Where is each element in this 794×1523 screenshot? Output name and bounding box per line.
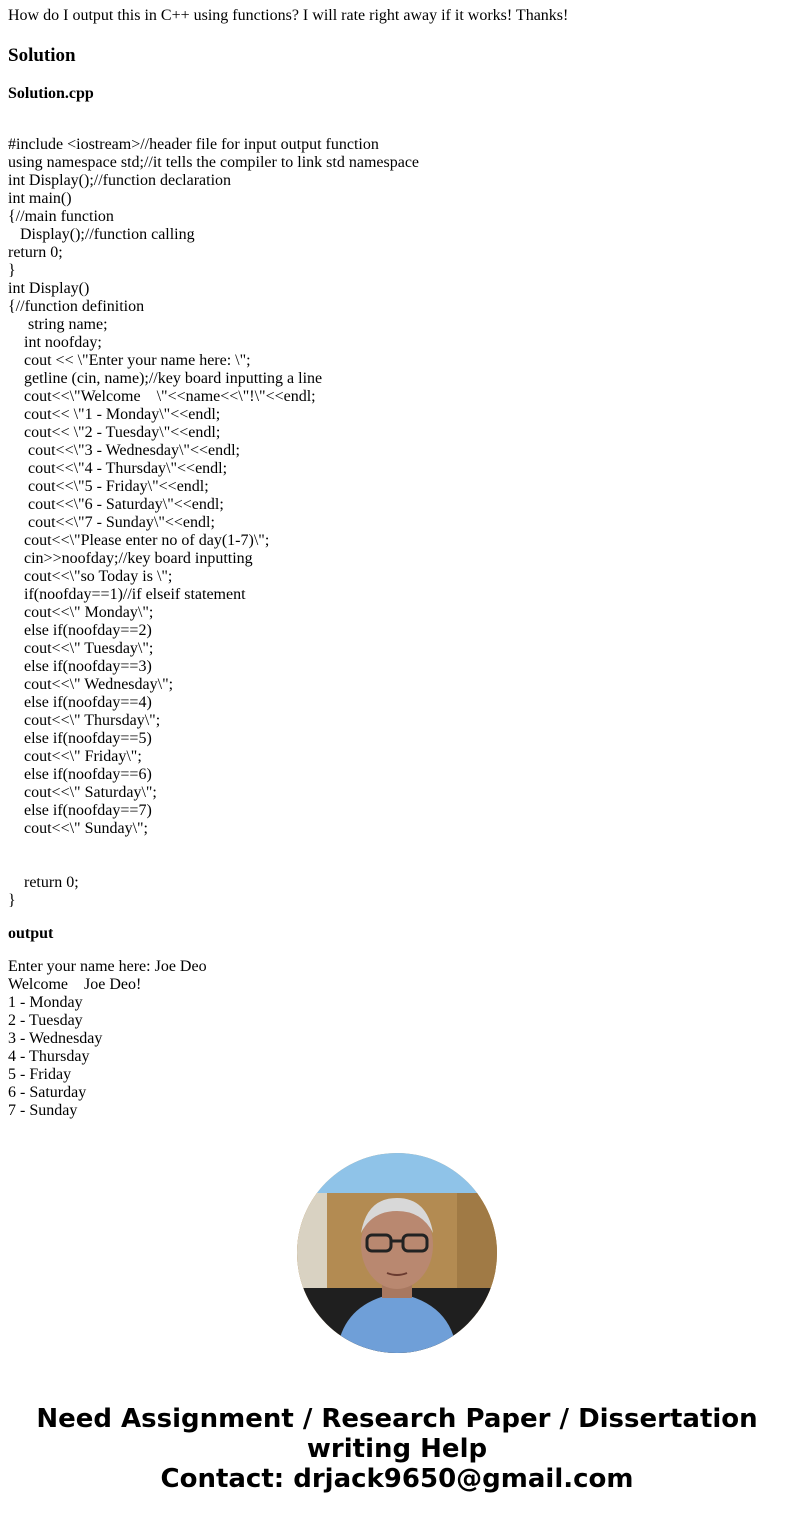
code-line: int Display() — [8, 280, 90, 297]
code-line: cout<<\"Welcome \"<<name<<\"!\"<<endl; — [8, 388, 316, 405]
code-line: {//main function — [8, 208, 114, 225]
output-line: 7 - Sunday — [8, 1102, 78, 1119]
code-line: int main() — [8, 190, 72, 207]
code-line: cout<<\"6 - Saturday\"<<endl; — [8, 496, 224, 513]
code-line: else if(noofday==3) — [8, 658, 152, 675]
code-line: cout<<\" Friday\"; — [8, 748, 142, 765]
code-line: } — [8, 892, 16, 909]
output-line: Welcome Joe Deo! — [8, 976, 142, 993]
output-block — [8, 958, 207, 1120]
file-heading: Solution.cpp — [8, 85, 94, 102]
footer-line-2: writing Help — [306, 1434, 488, 1464]
code-line: cout<<\"7 - Sunday\"<<endl; — [8, 514, 215, 531]
code-line: else if(noofday==7) — [8, 802, 152, 819]
output-heading: output — [8, 925, 54, 942]
code-line: cout<<\" Tuesday\"; — [8, 640, 154, 657]
code-line: cout << \"Enter your name here: \"; — [8, 352, 251, 369]
code-line: {//function definition — [8, 298, 145, 315]
code-line: else if(noofday==4) — [8, 694, 152, 711]
output-line: 3 - Wednesday — [8, 1030, 103, 1047]
footer-line-3: Contact: drjack9650@gmail.com — [160, 1464, 634, 1494]
code-line: cout<<\"4 - Thursday\"<<endl; — [8, 460, 228, 477]
code-line: cout<<\" Wednesday\"; — [8, 676, 174, 693]
code-line: cout<< \"2 - Tuesday\"<<endl; — [8, 424, 221, 441]
code-line: return 0; — [8, 244, 63, 261]
code-line: cout<<\" Thursday\"; — [8, 712, 161, 729]
code-line — [8, 856, 419, 874]
code-line: else if(noofday==5) — [8, 730, 152, 747]
code-line: #include <iostream>//header file for input output function — [8, 136, 379, 153]
output-line: 1 - Monday — [8, 994, 83, 1011]
output-line: 4 - Thursday — [8, 1048, 90, 1065]
author-photo — [297, 1153, 497, 1353]
code-line: cout<<\"so Today is \"; — [8, 568, 173, 585]
code-line: cout<<\"5 - Friday\"<<endl; — [8, 478, 209, 495]
code-line: if(noofday==1)//if elseif statement — [8, 586, 246, 603]
person-portrait-icon — [297, 1153, 497, 1353]
code-line: cout<< \"1 - Monday\"<<endl; — [8, 406, 221, 423]
code-line: cout<<\" Saturday\"; — [8, 784, 157, 801]
code-line: cout<<\" Sunday\"; — [8, 820, 148, 837]
code-line: else if(noofday==6) — [8, 766, 152, 783]
output-line: 2 - Tuesday — [8, 1012, 83, 1029]
footer-line-1: Need Assignment / Research Paper / Dissertation — [36, 1404, 758, 1434]
code-line: else if(noofday==2) — [8, 622, 152, 639]
code-line: return 0; — [8, 874, 79, 891]
solution-heading: Solution — [8, 45, 76, 66]
code-line: cin>>noofday;//key board inputting — [8, 550, 253, 567]
code-line: getline (cin, name);//key board inputting a line — [8, 370, 323, 387]
code-line: string name; — [8, 316, 108, 333]
question-text: How do I output this in C++ using functions? I will rate right away if it works! Thanks! — [8, 7, 569, 24]
output-line: 6 - Saturday — [8, 1084, 87, 1101]
output-line: 5 - Friday — [8, 1066, 72, 1083]
code-block — [8, 136, 419, 910]
code-line: int Display();//function declaration — [8, 172, 232, 189]
code-line: cout<<\" Monday\"; — [8, 604, 154, 621]
code-line — [8, 838, 419, 856]
code-line: } — [8, 262, 16, 279]
output-line: Enter your name here: Joe Deo — [8, 958, 207, 975]
code-line: cout<<\"3 - Wednesday\"<<endl; — [8, 442, 240, 459]
code-line: Display();//function calling — [8, 226, 195, 243]
code-line: using namespace std;//it tells the compiler to link std namespace — [8, 154, 420, 171]
code-line: cout<<\"Please enter no of day(1-7)\"; — [8, 532, 270, 549]
footer-ad — [0, 1404, 794, 1494]
code-line: int noofday; — [8, 334, 102, 351]
